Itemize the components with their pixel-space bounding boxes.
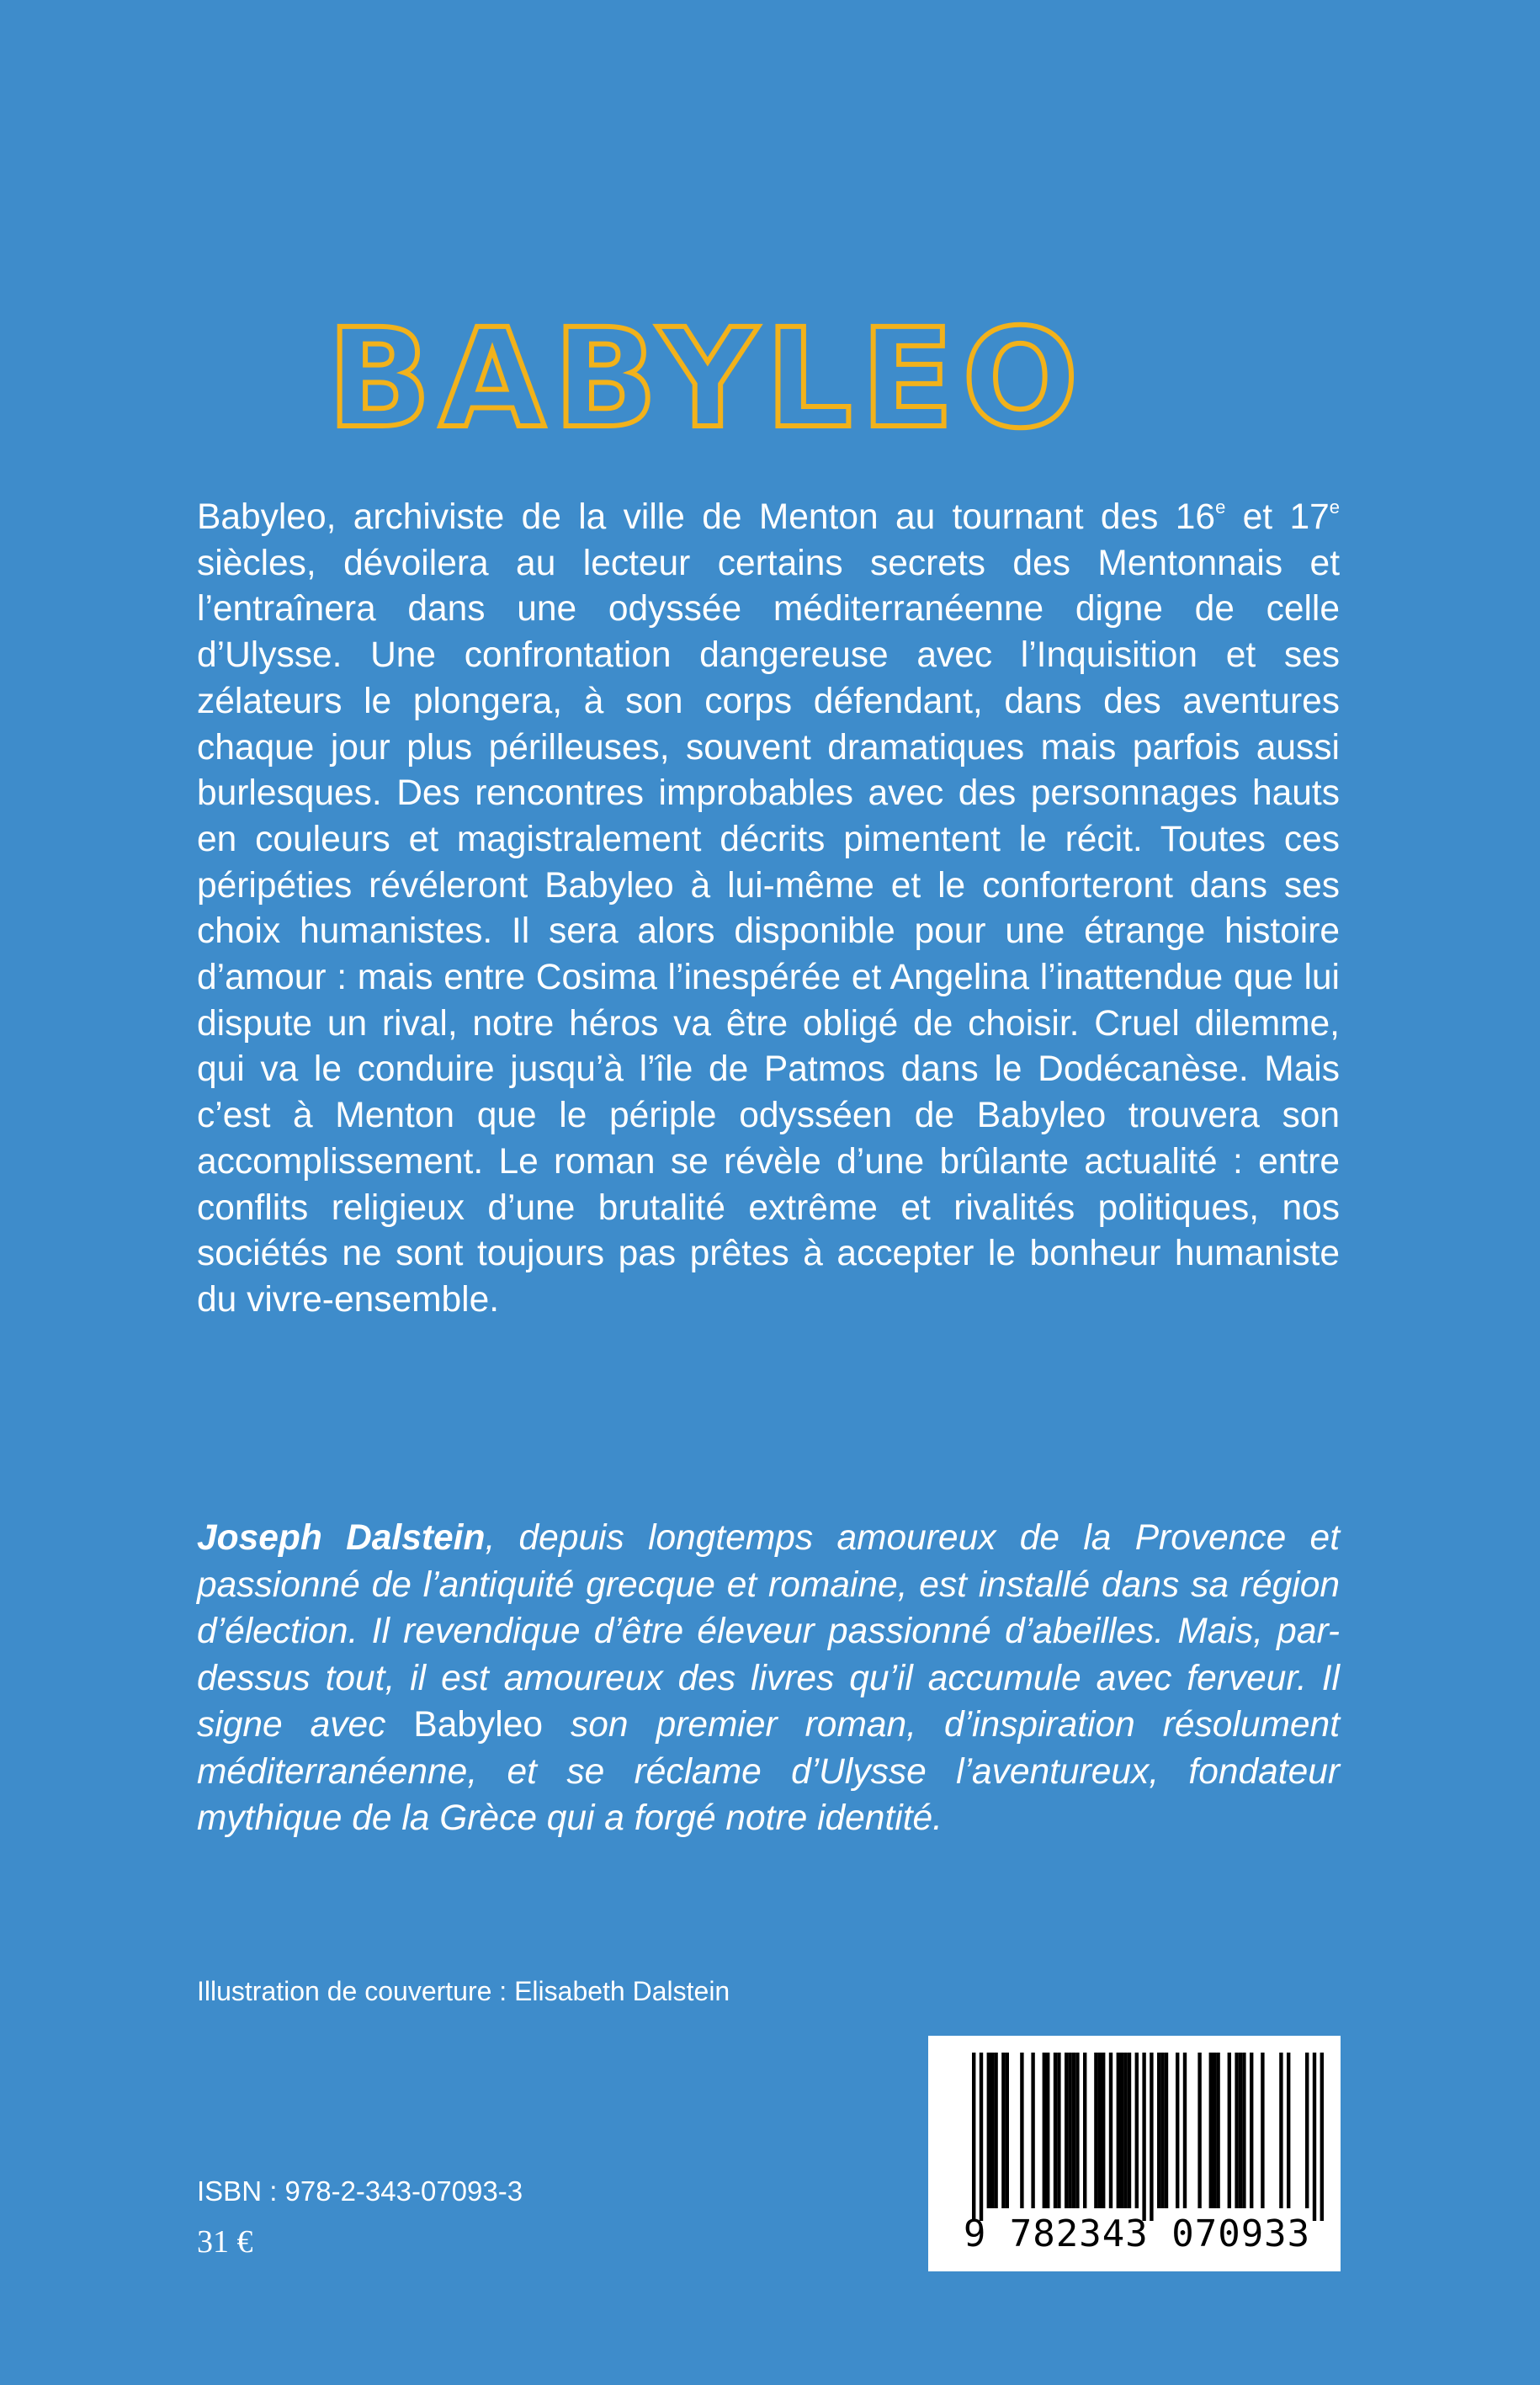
price: 31 € (197, 2224, 253, 2260)
barcode-bar (1160, 2053, 1164, 2208)
barcode-bar (1305, 2053, 1309, 2208)
barcode-bar (1123, 2053, 1127, 2208)
barcode-bar (1209, 2053, 1213, 2208)
barcode-bar (1094, 2053, 1097, 2208)
synopsis-paragraph (197, 495, 1340, 1324)
barcode-bar (1213, 2053, 1216, 2208)
barcode-bar (1183, 2053, 1187, 2208)
barcode-bar (1228, 2053, 1231, 2208)
synopsis-part2: et 17 (1225, 497, 1330, 537)
barcode-bar (1072, 2053, 1075, 2208)
barcode-bar (1031, 2053, 1034, 2208)
barcode-digits: 9 782343 070933 (963, 2212, 1311, 2255)
barcode-bar (1120, 2053, 1123, 2208)
barcode-bar (1135, 2053, 1139, 2208)
barcode-bar (1046, 2053, 1049, 2208)
superscript-e: e (1329, 497, 1340, 518)
barcode-bar (1176, 2053, 1179, 2208)
barcode-bar (1261, 2053, 1264, 2208)
barcode-bar (1150, 2053, 1153, 2221)
barcode-bar (1068, 2053, 1071, 2208)
synopsis-part3: siècles, dévoilera au lecteur certains secrets des Mentonnais et l’entraînera dans une odyssée méditerranéenne digne de celle d’Ulysse. Une confrontation dangereuse avec l’Inquisition et ses zélateurs le plongera, à son corps défendant, dans des aventures chaque jour plus périlleuses, souvent dramatiques mais parfois aussi burlesques. Des rencontres improbables avec des personnages hauts en couleurs et magistralement décrits pimentent le récit. Toutes ces péripéties révéleront Babyleo à lui-même et le conforteront dans ses choix humanistes. Il sera alors disponible pour une étrange histoire d’amour : mais entre Cosima l’inespérée et Angelina l’inattendue que lui dispute un rival, notre héros va être obligé de choisir. Cruel dilemme, qui va le conduire jusqu’à l’île de Patmos dans le Dodécanèse. Mais c’est à Menton que le périple odysséen de Babyleo trouvera son accomplissement. Le roman se révèle d’une brûlante actualité : entre conflits religieux d’une brutalité extrême et rivalités politiques, nos sociétés ne sont toujours pas prêtes à accepter le bonheur humaniste du vivre-ensemble. (197, 543, 1340, 1320)
barcode (928, 2036, 1341, 2271)
barcode-bar (1313, 2053, 1316, 2221)
barcode-bar (1083, 2053, 1086, 2208)
barcode-bar (1054, 2053, 1057, 2208)
barcode-bar (1142, 2053, 1145, 2221)
barcode-bar (990, 2053, 994, 2208)
bio-text-2: son premier roman, d’inspiration résolument méditerranéenne, et se réclame d’Ulysse l’aventureux, fondateur mythique de la Grèce qui a forgé notre identité. (197, 1705, 1340, 1838)
barcode-bar (1117, 2053, 1120, 2208)
barcode-bar (1197, 2053, 1201, 2208)
barcode-bar (1102, 2053, 1105, 2208)
synopsis (197, 495, 1340, 1324)
book-title: BABYLEO (327, 300, 1087, 459)
barcode-bar (1216, 2053, 1219, 2208)
barcode-bar (1279, 2053, 1282, 2208)
barcode-bar (980, 2053, 983, 2221)
barcode-bar (1020, 2053, 1023, 2208)
author-bio (197, 1515, 1340, 1842)
barcode-bar (1235, 2053, 1238, 2208)
superscript-e: e (1215, 497, 1226, 518)
barcode-bar (1242, 2053, 1245, 2208)
barcode-bar (1320, 2053, 1324, 2221)
barcode-bar (987, 2053, 990, 2208)
barcode-bar (1128, 2053, 1131, 2208)
barcode-bar (1065, 2053, 1068, 2208)
barcode-bar (1250, 2053, 1253, 2208)
barcode-bar (972, 2053, 975, 2221)
illustration-credit: Illustration de couverture : Elisabeth Dalstein (197, 1976, 730, 2006)
barcode-bar (1001, 2053, 1005, 2208)
barcode-bar (1006, 2053, 1009, 2208)
barcode-bar (1075, 2053, 1079, 2208)
barcode-bar (1109, 2053, 1113, 2208)
barcode-bar (1157, 2053, 1160, 2208)
barcode-bar (1165, 2053, 1168, 2208)
author-name: Joseph Dalstein (197, 1518, 486, 1558)
synopsis-part1: Babyleo, archiviste de la ville de Menton au tournant des 16 (197, 497, 1216, 537)
isbn: ISBN : 978-2-343-07093-3 (197, 2175, 523, 2207)
bio-book-title: Babyleo (413, 1705, 544, 1745)
barcode-bar (1043, 2053, 1046, 2208)
barcode-bar (1239, 2053, 1242, 2208)
bio-text-1: , depuis longtemps amoureux de la Provence et passionné de l’antiquité grecque et romaine, est installé dans sa région d’élection. Il revendique d’être éleveur passionné d’abeilles. Mais, par-dessus tout, il est amoureux des livres qu’il accumule avec ferveur. Il signe avec (197, 1518, 1340, 1745)
barcode-bar (1098, 2053, 1102, 2208)
barcode-bar (1057, 2053, 1060, 2208)
barcode-bar (994, 2053, 997, 2208)
barcode-bar (1287, 2053, 1290, 2208)
